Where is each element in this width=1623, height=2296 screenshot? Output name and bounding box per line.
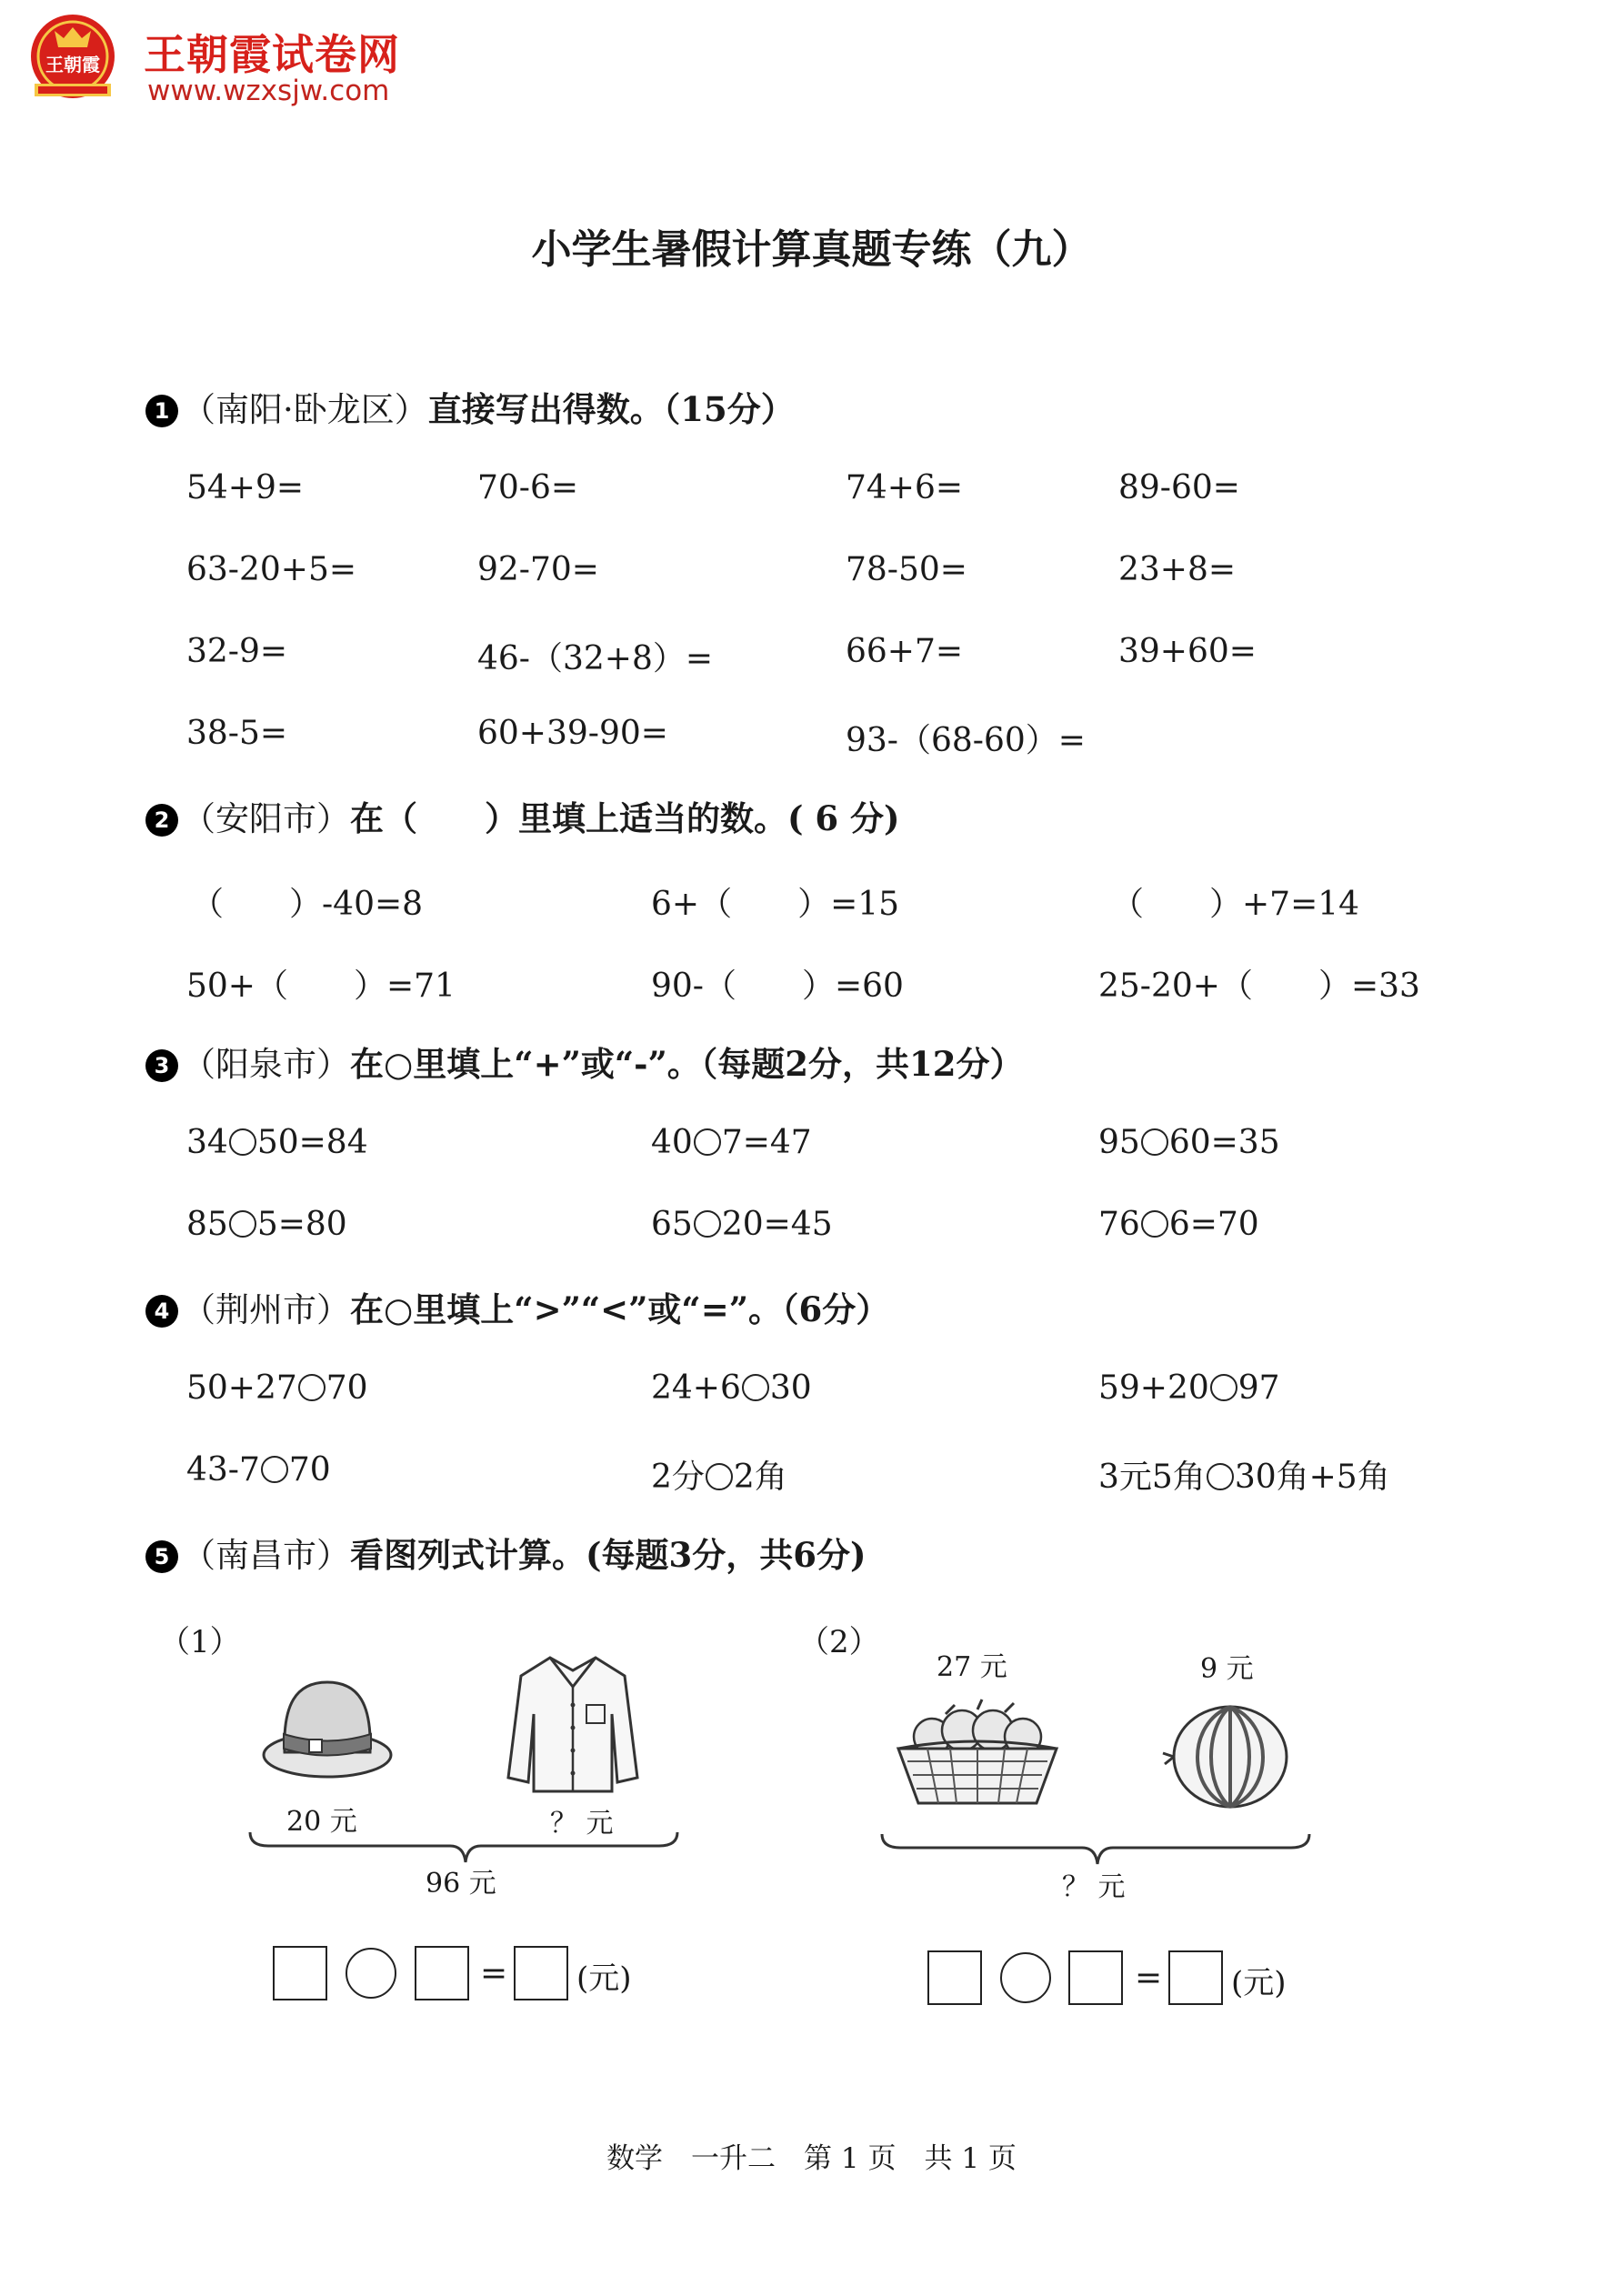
q2-text: 在（ ）里填上适当的数。( 6 分)	[350, 798, 900, 838]
answer-box[interactable]	[415, 1946, 469, 2000]
q2-item-2: 6+（ ）=15	[651, 886, 900, 923]
q1-item-15: 93-（68-60）=	[846, 722, 1086, 759]
answer-box[interactable]	[1168, 1950, 1223, 2005]
operator-circle[interactable]	[1000, 1952, 1051, 2003]
logo-emblem-icon	[27, 11, 127, 106]
fruit-basket-icon	[891, 1687, 1064, 1814]
q1-item-6: 92-70=	[477, 551, 599, 588]
answer-circle[interactable]	[694, 1210, 721, 1238]
q1-item-10: 46-（32+8）=	[477, 640, 714, 677]
q3-item-2: 40 7=47	[651, 1124, 812, 1161]
q5-p1-unit: (元)	[576, 1960, 632, 1997]
q5-p1-total: 96 元	[426, 1868, 496, 1900]
q3-number: 3	[145, 1049, 178, 1082]
q4-number: 4	[145, 1295, 178, 1328]
equals-sign: =	[480, 1955, 508, 1992]
answer-circle[interactable]	[694, 1128, 721, 1156]
q5-p1-price-a: 20 元	[286, 1806, 357, 1838]
q2-number: 2	[145, 804, 178, 837]
answer-circle[interactable]	[298, 1374, 326, 1401]
q2-source: （安阳市）	[182, 799, 350, 838]
watermelon-icon	[1159, 1700, 1296, 1814]
q5-heading	[145, 1528, 867, 1577]
equals-sign: =	[1135, 1960, 1163, 1997]
answer-circle[interactable]	[1207, 1463, 1234, 1490]
answer-circle[interactable]	[742, 1374, 769, 1401]
q5-p2-price-b: 9 元	[1200, 1653, 1254, 1685]
q3-item-6: 76 6=70	[1098, 1206, 1259, 1243]
shirt-icon	[505, 1650, 641, 1796]
q3-heading	[145, 1037, 1024, 1086]
answer-box[interactable]	[514, 1946, 568, 2000]
q5-source: （南昌市）	[182, 1536, 350, 1575]
q1-item-4: 89-60=	[1118, 469, 1240, 506]
q5-p2-label: （2）	[798, 1624, 880, 1660]
q1-item-2: 70-6=	[477, 469, 579, 506]
q1-item-3: 74+6=	[846, 469, 964, 506]
q4-item-6: 3元5角 30角+5角	[1098, 1459, 1390, 1496]
q4-text: 在○里填上“>”“<”或“=”。（6分）	[350, 1289, 890, 1329]
q4-item-3: 59+20 97	[1098, 1369, 1280, 1407]
q4-source: （荆州市）	[182, 1290, 350, 1329]
q1-item-8: 23+8=	[1118, 551, 1237, 588]
q3-item-1: 34 50=84	[186, 1124, 368, 1161]
operator-circle[interactable]	[346, 1948, 396, 1999]
q5-p1-price-b: ？ 元	[550, 1808, 614, 1840]
q3-text: 在○里填上“+”或“-”。（每题2分，共12分）	[350, 1044, 1024, 1084]
q4-heading	[145, 1282, 889, 1331]
site-name: 王朝霞试卷网	[144, 30, 400, 79]
answer-circle[interactable]	[1210, 1374, 1237, 1401]
page-title: 小学生暑假计算真题专练（九）	[531, 226, 1092, 273]
q3-item-5: 65 20=45	[651, 1206, 833, 1243]
q1-item-11: 66+7=	[846, 633, 964, 670]
q1-item-14: 60+39-90=	[477, 715, 668, 752]
q2-item-3: （ ）+7=14	[1111, 886, 1360, 923]
answer-circle[interactable]	[261, 1456, 288, 1483]
q5-p2-unit: (元)	[1231, 1965, 1287, 2001]
q1-item-9: 32-9=	[186, 633, 288, 670]
q3-source: （阳泉市）	[182, 1045, 350, 1084]
answer-box[interactable]	[927, 1950, 982, 2005]
q5-p2-price-a: 27 元	[937, 1651, 1007, 1683]
q1-item-1: 54+9=	[186, 469, 305, 506]
q5-number: 5	[145, 1540, 178, 1573]
q5-p2-total: ？ 元	[1062, 1871, 1126, 1903]
q2-item-4: 50+（ ）=71	[186, 968, 456, 1005]
logo-text: 王朝霞	[45, 54, 100, 75]
q2-item-6: 25-20+（ ）=33	[1098, 968, 1420, 1005]
answer-circle[interactable]	[1141, 1210, 1168, 1238]
q2-item-1: （ ）-40=8	[191, 886, 424, 923]
site-logo	[27, 11, 427, 106]
q1-item-5: 63-20+5=	[186, 551, 357, 588]
q1-source: （南阳·卧龙区）	[182, 390, 428, 429]
answer-circle[interactable]	[229, 1128, 256, 1156]
answer-box[interactable]	[273, 1946, 327, 2000]
answer-box[interactable]	[1068, 1950, 1123, 2005]
hat-icon	[259, 1669, 396, 1782]
q1-number: 1	[145, 395, 178, 427]
page-footer: 数学 一升二 第 1 页 共 1 页	[606, 2142, 1017, 2175]
q2-heading	[145, 791, 900, 840]
q3-item-3: 95 60=35	[1098, 1124, 1280, 1161]
answer-circle[interactable]	[706, 1463, 733, 1490]
answer-circle[interactable]	[229, 1210, 256, 1238]
q4-item-4: 43-7 70	[186, 1451, 331, 1489]
answer-circle[interactable]	[1141, 1128, 1168, 1156]
q5-p1-label: （1）	[159, 1624, 241, 1660]
q1-item-13: 38-5=	[186, 715, 288, 752]
q3-item-4: 85 5=80	[186, 1206, 347, 1243]
q4-item-2: 24+6 30	[651, 1369, 812, 1407]
q1-text: 直接写出得数。（15分）	[427, 389, 795, 429]
q2-item-5: 90-（ ）=60	[651, 968, 904, 1005]
q5-text: 看图列式计算。(每题3分，共6分)	[350, 1535, 867, 1575]
q1-item-12: 39+60=	[1118, 633, 1257, 670]
q4-item-1: 50+27 70	[186, 1369, 368, 1407]
q4-item-5: 2分 2角	[651, 1459, 787, 1496]
site-url: www.wzxsjw.com	[147, 75, 390, 107]
q1-heading	[145, 382, 795, 431]
q1-item-7: 78-50=	[846, 551, 967, 588]
